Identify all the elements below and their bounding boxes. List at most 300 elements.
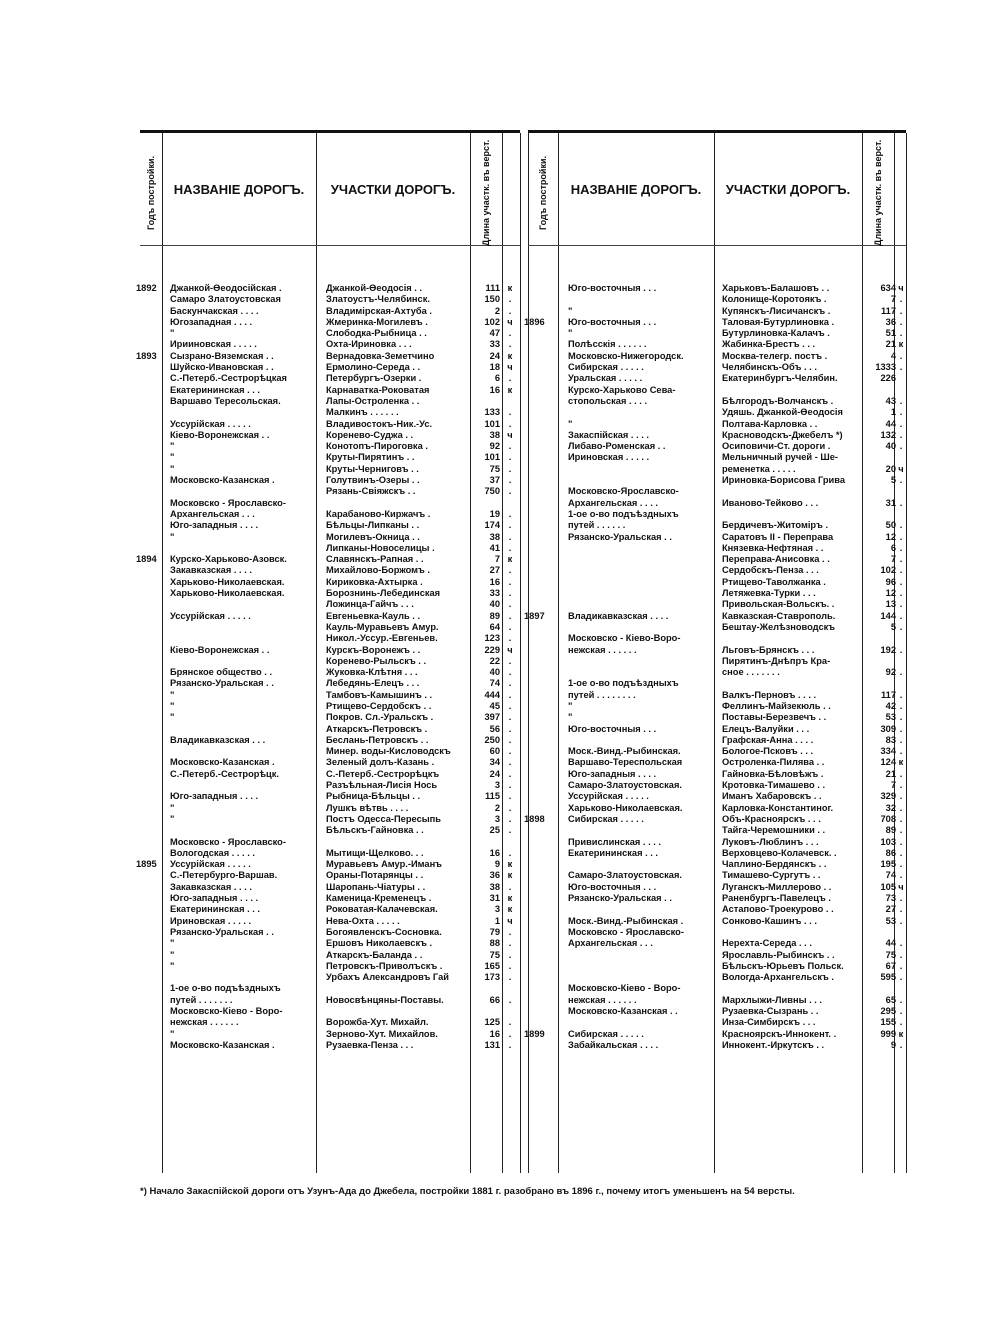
note-cell: ч [507,429,513,440]
length-cell: 115 [485,791,500,802]
road-cell: Забайкальская . . . . [568,1039,659,1050]
section-cell: Кауль-Муравьевъ Амур. [326,621,439,632]
road-cell: " [170,1028,175,1039]
road-cell: Московско - Кіево-Воро- [568,633,681,644]
length-cell: 334 [880,746,896,757]
note-cell: . [508,407,512,418]
road-cell: Московско-Казанская . [170,475,275,486]
table-row [528,532,906,543]
table-row [140,690,520,701]
note-cell: . [508,1039,512,1050]
section-cell: Голутвинъ-Озеры . . [326,475,420,486]
length-cell: 40 [489,599,500,610]
table-row [140,317,520,328]
length-cell: 36 [885,316,896,327]
table-row [528,961,906,972]
road-cell: Уральская . . . . . [568,373,643,384]
section-cell: Ершовъ Николаевскъ . [326,938,433,949]
year-cell: 1896 [524,316,545,327]
header-rule [140,245,520,246]
year-cell: 1892 [136,283,157,293]
note-cell: . [508,610,512,621]
note-cell: ч [898,881,904,892]
table-row [140,475,520,486]
length-cell: 96 [885,576,896,587]
note-cell: . [899,1017,903,1028]
section-cell: Таловая-Бутурлиновка . [722,316,835,327]
note-cell: . [508,994,512,1005]
table-row [528,983,906,994]
table-row [136,554,520,565]
road-cell: " [170,802,175,813]
note-cell: . [508,881,512,892]
table-row [140,757,520,768]
table-row [528,599,906,610]
note-cell: . [899,294,903,305]
right-table [524,130,906,1173]
section-cell: Аткарскъ-Петровскъ . [326,723,428,734]
section-cell: Ириновка-Борисова Грива [722,475,846,486]
table-row [140,927,520,938]
length-cell: 101 [484,418,500,429]
length-cell: 16 [489,1028,500,1039]
table-row [140,995,520,1006]
note-cell: . [899,904,903,915]
table-row [140,385,520,396]
length-cell: 309 [880,723,896,734]
table-row [140,814,520,825]
section-cell: Коренево-Рыльскъ . . [326,655,427,666]
section-cell: Лапы-Остроленка . . [326,395,420,406]
table-row [140,486,520,497]
road-cell: Закаспійская . . . . [568,429,649,440]
section-cell: Карабаново-Киржачъ . [326,508,431,519]
table-row [528,633,906,644]
road-cell: С.-Петербурго-Варшав. [170,870,278,881]
table-row [140,645,520,656]
table-row [528,441,906,452]
road-cell: путей . . . . . . . [170,994,233,1005]
section-cell: Верховцево-Колачевск. . [722,847,837,858]
length-cell: 53 [885,915,896,926]
table-row [528,543,906,554]
length-cell: 89 [489,610,500,621]
road-cell: Харьково-Николаевская. [568,802,683,813]
section-cell: Ртищево-Таволжанка . [722,576,826,587]
length-cell: 21 [885,768,896,779]
length-cell: 40 [885,441,896,452]
table-row [528,430,906,441]
road-header: НАЗВАНІЕ ДОРОГЪ. [173,181,305,197]
road-cell: Юго-западныя . . . . [170,791,259,802]
note-cell: . [899,768,903,779]
table-row [528,893,906,904]
section-cell: Чаплино-Бердянскъ . . [722,859,827,870]
section-cell: Челябинскъ-Объ . . . [722,362,817,373]
note-cell: ч [507,915,513,926]
note-cell: . [508,734,512,745]
length-cell: 38 [489,429,500,440]
length-cell: 3 [494,813,500,824]
note-cell: . [899,712,903,723]
table-row [528,712,906,723]
section-cell: Владимірская-Ахтуба . [326,305,432,316]
road-cell: Либаво-Роменская . . [568,441,666,452]
length-cell: 33 [489,339,500,350]
table-row [140,870,520,881]
section-cell: Каменица-Кременецъ . [326,893,432,904]
table-row [140,893,520,904]
note-cell: . [899,565,903,576]
section-cell: Бѣльцы-Липканы . . [326,520,420,531]
road-cell: Шуйско-Ивановская . . [170,362,274,373]
table-row [528,419,906,430]
road-cell: 1-ое о-во подъѣздныхъ [170,983,281,994]
section-cell: Гайновка-Бѣловѣжъ . [722,768,824,779]
table-row [140,532,520,543]
table-row [140,633,520,644]
section-cell: Зеленый долъ-Казань . [326,757,435,768]
length-cell: 18 [489,362,500,373]
length-header: Длина участк. въ верст. [481,139,492,247]
road-cell: Юго-западныя . . . . [568,768,657,779]
note-cell: к [507,859,513,870]
note-cell: . [899,362,903,373]
section-cell: Урбахъ Александровъ Гай [326,972,449,983]
table-row [140,498,520,509]
length-cell: 20 [885,463,896,474]
table-row [528,950,906,961]
length-cell: 44 [885,938,896,949]
length-cell: 16 [489,847,500,858]
section-cell: Объ-Красноярскъ . . . [722,813,821,824]
note-cell: . [899,689,903,700]
road-cell: Сибирская . . . . . [568,813,644,824]
note-cell: ч [898,463,904,474]
road-cell: Московско - Ярославско- [568,926,684,937]
note-cell: . [508,588,512,599]
note-cell: . [899,938,903,949]
road-cell: " [568,328,573,339]
length-cell: 155 [880,1017,896,1028]
road-cell: Кіево-Воронежская . . [170,644,270,655]
table-row [140,950,520,961]
note-cell: к [507,870,513,881]
note-cell: . [899,893,903,904]
column-divider [520,133,521,1173]
table-row [528,475,906,486]
section-cell: Летяжевка-Турки . . . [722,588,816,599]
table-row [140,294,520,305]
section-cell: С.-Петерб.-Сестрорѣцкъ [326,768,440,779]
section-cell: Тимашево-Сургутъ . . [722,870,821,881]
note-cell: ч [507,316,513,327]
section-cell: Бѣлгородъ-Волчанскъ . [722,395,834,406]
length-cell: 9 [890,1039,896,1050]
note-cell: к [507,350,513,361]
section-cell: Бердичевъ-Житоміръ . [722,520,829,531]
table-row [140,837,520,848]
section-cell: Бологое-Псковъ . . . [722,746,814,757]
note-cell: . [899,599,903,610]
table-row [528,339,906,350]
section-cell: Шаропань-Чіатуры . . [326,881,426,892]
table-row [140,678,520,689]
note-cell: . [508,508,512,519]
table-row [528,780,906,791]
section-cell: Лебедянь-Елецъ . . . [326,678,420,689]
length-cell: 92 [885,667,896,678]
road-cell: Джанкой-Өеодосійская . [170,283,282,293]
road-cell: стопольская . . . . [568,395,648,406]
year-cell: 1895 [136,859,157,870]
length-cell: 45 [489,700,500,711]
road-cell: " [568,418,573,429]
note-cell: . [899,418,903,429]
table-row [528,1017,906,1028]
section-cell: Круты-Черниговъ . . [326,463,419,474]
road-cell: Юго-западныя . . . . [170,520,259,531]
section-cell: Михайлово-Боржомъ . [326,565,430,576]
length-cell: 36 [489,870,500,881]
section-cell: Бѣльскъ-Гайновка . . [326,825,424,836]
note-cell: . [508,621,512,632]
road-cell: Московско-Нижегородск. [568,350,684,361]
note-cell: . [508,847,512,858]
road-cell: Московско-Кіево - Воро- [568,983,681,994]
section-cell: Борознинь-Лебединская [326,588,441,599]
length-cell: 31 [885,497,896,508]
length-cell: 75 [885,949,896,960]
length-cell: 16 [489,576,500,587]
section-cell: Курскъ-Воронежъ . . [326,644,421,655]
length-cell: 9 [494,859,500,870]
length-cell: 34 [489,757,500,768]
road-cell: Уссурійская . . . . . [170,610,251,621]
note-cell: . [508,486,512,497]
road-cell: Варшаво Тересольская. [170,395,281,406]
length-cell: 13 [885,599,896,610]
section-cell: Нерехта-Середа . . . [722,938,812,949]
table-row [528,373,906,384]
road-cell: " [170,960,175,971]
road-cell: Сызрано-Вяземская . . [170,350,274,361]
road-cell: " [170,813,175,824]
note-cell: . [899,859,903,870]
road-cell: Полѣсскія . . . . . . [568,339,647,350]
table-row [528,588,906,599]
table-row [140,362,520,373]
road-cell: 1-ое о-во подъѣздныхъ [568,678,679,689]
length-cell: 88 [489,938,500,949]
note-cell: ч [507,362,513,373]
left-table [136,130,520,1173]
section-cell: ременетка . . . . . [722,463,796,474]
road-cell: Рязанско-Уральская . . [170,678,274,689]
section-cell: Вернадовка-Земетчино [326,350,435,361]
road-cell: " [568,305,573,316]
note-cell: . [508,791,512,802]
length-cell: 38 [489,531,500,542]
length-cell: 16 [489,384,500,395]
table-row [528,1040,906,1051]
note-cell: . [508,294,512,305]
road-cell: " [170,938,175,949]
table-row [140,407,520,418]
note-cell: . [508,960,512,971]
length-cell: 132 [880,429,896,440]
note-cell: . [508,1028,512,1039]
section-cell: Тайга-Черемошники . . [722,825,826,836]
table-row [528,396,906,407]
road-cell: Юго-восточныя . . . [568,723,657,734]
note-cell: . [899,960,903,971]
year-header: Годъ постройки. [146,156,157,230]
note-cell: . [899,644,903,655]
road-cell: нежская . . . . . . [568,644,637,655]
length-cell: 329 [880,791,896,802]
section-cell: Круты-Пирятинъ . . [326,452,415,463]
table-row [528,554,906,565]
section-cell: Инза-Симбирскъ . . . [722,1017,816,1028]
length-cell: 12 [885,531,896,542]
road-cell: " [170,531,175,542]
note-cell: . [899,734,903,745]
note-cell: . [508,768,512,779]
road-cell: Брянское общество . . [170,667,273,678]
table-row [528,690,906,701]
table-row [140,396,520,407]
table-row [528,667,906,678]
length-cell: 4 [890,350,896,361]
table-row [528,678,906,689]
length-cell: 73 [885,893,896,904]
section-cell: Льговъ-Брянскъ . . . [722,644,815,655]
section-cell: Жабинка-Брестъ . . . [722,339,816,350]
section-cell: Удяшь. Джанкой-Өеодосія [722,407,843,418]
table-row [528,294,906,305]
section-cell: Новосвѣнцяны-Поставы. [326,994,444,1005]
note-cell: . [899,395,903,406]
length-cell: 60 [489,746,500,757]
section-cell: Кротовка-Тимашево . . [722,780,826,791]
note-cell: к [507,283,513,293]
section-cell: Охта-Ириновка . . . [326,339,412,350]
length-cell: 102 [484,316,500,327]
section-cell: Могилевъ-Окница . . [326,531,420,542]
length-cell: 43 [885,395,896,406]
length-cell: 131 [484,1039,500,1050]
table-row [140,464,520,475]
road-cell: Екатерининская . . . [170,904,261,915]
table-row [140,611,520,622]
length-cell: 32 [885,802,896,813]
table-row [524,316,906,328]
table-row [140,904,520,915]
road-cell: Московско - Ярославско- [170,836,286,847]
note-cell: к [507,904,513,915]
section-cell: Ораны-Потарянцы . . [326,870,424,881]
section-cell: сное . . . . . . . [722,667,780,678]
table-row [528,870,906,881]
note-cell: . [899,576,903,587]
section-cell: Карловка-Константиног. [722,802,834,813]
note-cell: . [899,350,903,361]
section-cell: Тамбовъ-Камышинъ . . [326,689,433,700]
year-header: Годъ постройки. [538,156,549,230]
table-row [140,622,520,633]
note-cell: . [899,847,903,858]
section-cell: Никол.-Уссур.-Евгеньев. [326,633,438,644]
table-row [528,645,906,656]
length-cell: 174 [484,520,500,531]
section-cell: Кириковка-Ахтырка . [326,576,423,587]
section-cell: Лушкъ вѣтвь . . . . [326,802,409,813]
length-cell: 133 [484,407,500,418]
note-cell: . [508,305,512,316]
length-cell: 86 [885,847,896,858]
note-cell: . [508,757,512,768]
length-cell: 12 [885,588,896,599]
road-cell: Московско-Кіево - Воро- [170,1006,283,1016]
section-cell: Ярославль-Рыбинскъ . . [722,949,835,960]
section-cell: Роковатая-Калачевская. [326,904,438,915]
section-cell: Купянскъ-Лисичанскъ . [722,305,831,316]
section-cell: Елецъ-Валуйки . . . [722,723,810,734]
year-cell: 1899 [524,1028,545,1039]
road-cell: Закавказская . . . . [170,565,252,576]
road-header: НАЗВАНІЕ ДОРОГЪ. [570,181,702,197]
section-cell: Бутурлиновка-Калачъ . [722,328,830,339]
road-cell: " [170,452,175,463]
road-cell: Владикавказская . . . [170,734,266,745]
road-cell: Юго-восточныя . . . [568,316,657,327]
table-row [528,927,906,938]
road-cell: Екатерининская . . . [568,847,659,858]
section-cell: Кавказская-Ставрополь. [722,610,836,621]
length-cell: 7 [890,780,896,791]
road-cell: Московско-Казанская . [170,1039,275,1050]
section-cell: Рузаевка-Пенза . . . [326,1039,414,1050]
road-cell: С.-Петерб.-Сестрорѣцкая [170,373,287,384]
table-row [528,577,906,588]
table-row [528,972,906,983]
table-row [140,599,520,610]
note-cell: . [508,825,512,836]
table-row [140,419,520,430]
table-row [140,712,520,723]
table-row [140,430,520,441]
road-cell: нежская . . . . . . [568,994,637,1005]
table-row [528,464,906,475]
table-row [140,1029,520,1040]
road-cell: Харьково-Николаевская. [170,576,285,587]
table-row [528,791,906,802]
length-cell: 89 [885,825,896,836]
table-row [528,769,906,780]
section-cell: Бештау-Желѣзноводскъ [722,621,836,632]
table-row [528,938,906,949]
road-cell: Уссурійская . . . . . [568,791,649,802]
table-row [528,735,906,746]
section-cell: Красноярскъ-Иннокент. . [722,1028,837,1039]
length-cell: 42 [885,700,896,711]
road-cell: Рязанско-Уральская . . [170,926,274,937]
section-cell: Нева-Охта . . . . . [326,915,400,926]
length-cell: 195 [880,859,896,870]
note-cell: . [899,746,903,757]
note-cell: ч [898,283,904,293]
